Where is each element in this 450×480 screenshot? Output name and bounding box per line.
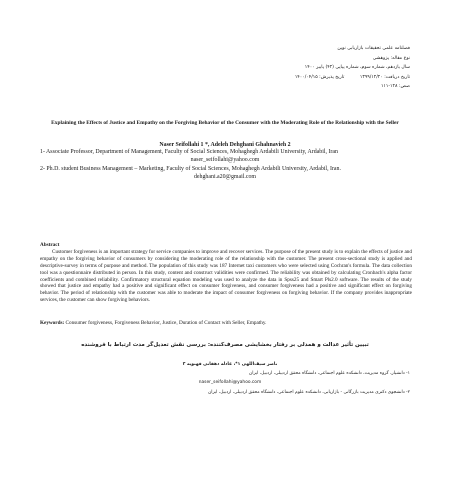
abstract-body: Customer forgiveness is an important strategy for service companies to improve and recover services. The purpose of the present study is to explain the effects of justice and empathy on the forgiving behavior of consumers by considering the moderating role of the relationship with the customer. The present cross-sectional study is applied and descriptive-survey in terms of purpose and method. The population of this study was 187 Internet taxi customers who were selected using Cochran's formula. The data collection tool was a questionnaire distributed in person. In this study, content and construct validities were confirmed. The reliability was obtained by calculating Cronbach's alpha factor coefficients and combined reliability. Confirmatory structural equation modeling was used to analyze the data in Spss25 and Smart Pls2.0 software. The results of the study showed that justice and empathy had a positive and significant effect on consumer forgiveness, and consumer forgiveness had a positive and significant effect on forgiving behavior. The period of relationship with the customer was able to moderate the impact of consumer forgiveness on forgiving behavior. If the company provides inappropriate services, the customer can show forgiving behaviors.: [40, 248, 412, 304]
paper-title-en: Explaining the Effects of Justice and Empathy on the Forgiving Behavior of the Consumer with the Moderating Role of the Relationship with the Seller: [51, 120, 399, 126]
affiliation-2-en: 2- Ph.D. student Business Management – Marketing, Faculty of Social Sciences, Mohaghegh Ardabili University, Ardabil, Iran.: [40, 166, 341, 173]
keywords-label: Keywords:: [40, 320, 65, 326]
keywords-text: Consumer forgiveness, Forgiveness Behavior, Justice, Duration of Contact with Seller, Empathy.: [65, 320, 267, 326]
abstract-heading: Abstract: [40, 242, 60, 248]
keywords-line: [40, 320, 412, 327]
affiliation-1-fa: ۱- دانشیار، گروه مدیریت، دانشکده علوم اجتماعی، دانشگاه محقق اردبیلی، اردبیل، ایران: [249, 371, 410, 377]
email-2-en: dehghani.a20@gmail.com: [193, 173, 257, 180]
paper-title-fa: تبیین تأثیر عدالت و همدلی بر رفتار بخشایشی مصرف‌کننده: بررسی نقش تعدیل‌گر مدت ارتباط با فروشنده: [81, 342, 369, 348]
journal-header: [110, 44, 410, 92]
author-names-en: Naser Seifollahi 1 *, Adeleh Dehghani Ghahnavieh 2: [159, 142, 291, 148]
date-line: [110, 73, 410, 83]
email-1-en: naser_seifollahi@yahoo.com: [190, 156, 260, 163]
author-names-fa: ناصر سیف‌اللهی ۱*، عادله دهقانی قهنویه ۲: [182, 362, 278, 367]
authors-fa-block: [50, 360, 410, 397]
received-date: تاریخ دریافت: ۱۳۹۹/۱۲/۲۰: [359, 74, 410, 80]
article-type: نوع مقاله: پژوهشی: [372, 55, 410, 61]
affiliation-1-en: 1- Associate Professor, Department of Management, Faculty of Social Sciences, Mohaghegh Ardabili University, Ardabil, Iran: [40, 149, 338, 156]
issue-info: سال یازدهم، شماره سوم، شماره پیاپی (۴۲) پاییز ۱۴۰۰: [304, 65, 410, 71]
email-1-fa: naser_seifollahi@yahoo.com: [198, 380, 262, 386]
page-range: صص: ۱۲۸-۱۱۱: [380, 84, 410, 90]
abstract-section: [40, 242, 412, 304]
accepted-date: تاریخ پذیرش: ۱۴۰۰/۰۴/۱۵: [294, 74, 345, 80]
authors-en-block: [40, 142, 410, 181]
affiliation-2-fa: ۲- دانشجوی دکتری مدیریت بازرگانی - بازاریابی، دانشکده علوم اجتماعی، دانشگاه محقق اردبیلی، اردبیل، ایران: [208, 389, 410, 395]
journal-name: فصلنامه علمی تحقیقات بازاریابی نوین: [337, 46, 410, 51]
